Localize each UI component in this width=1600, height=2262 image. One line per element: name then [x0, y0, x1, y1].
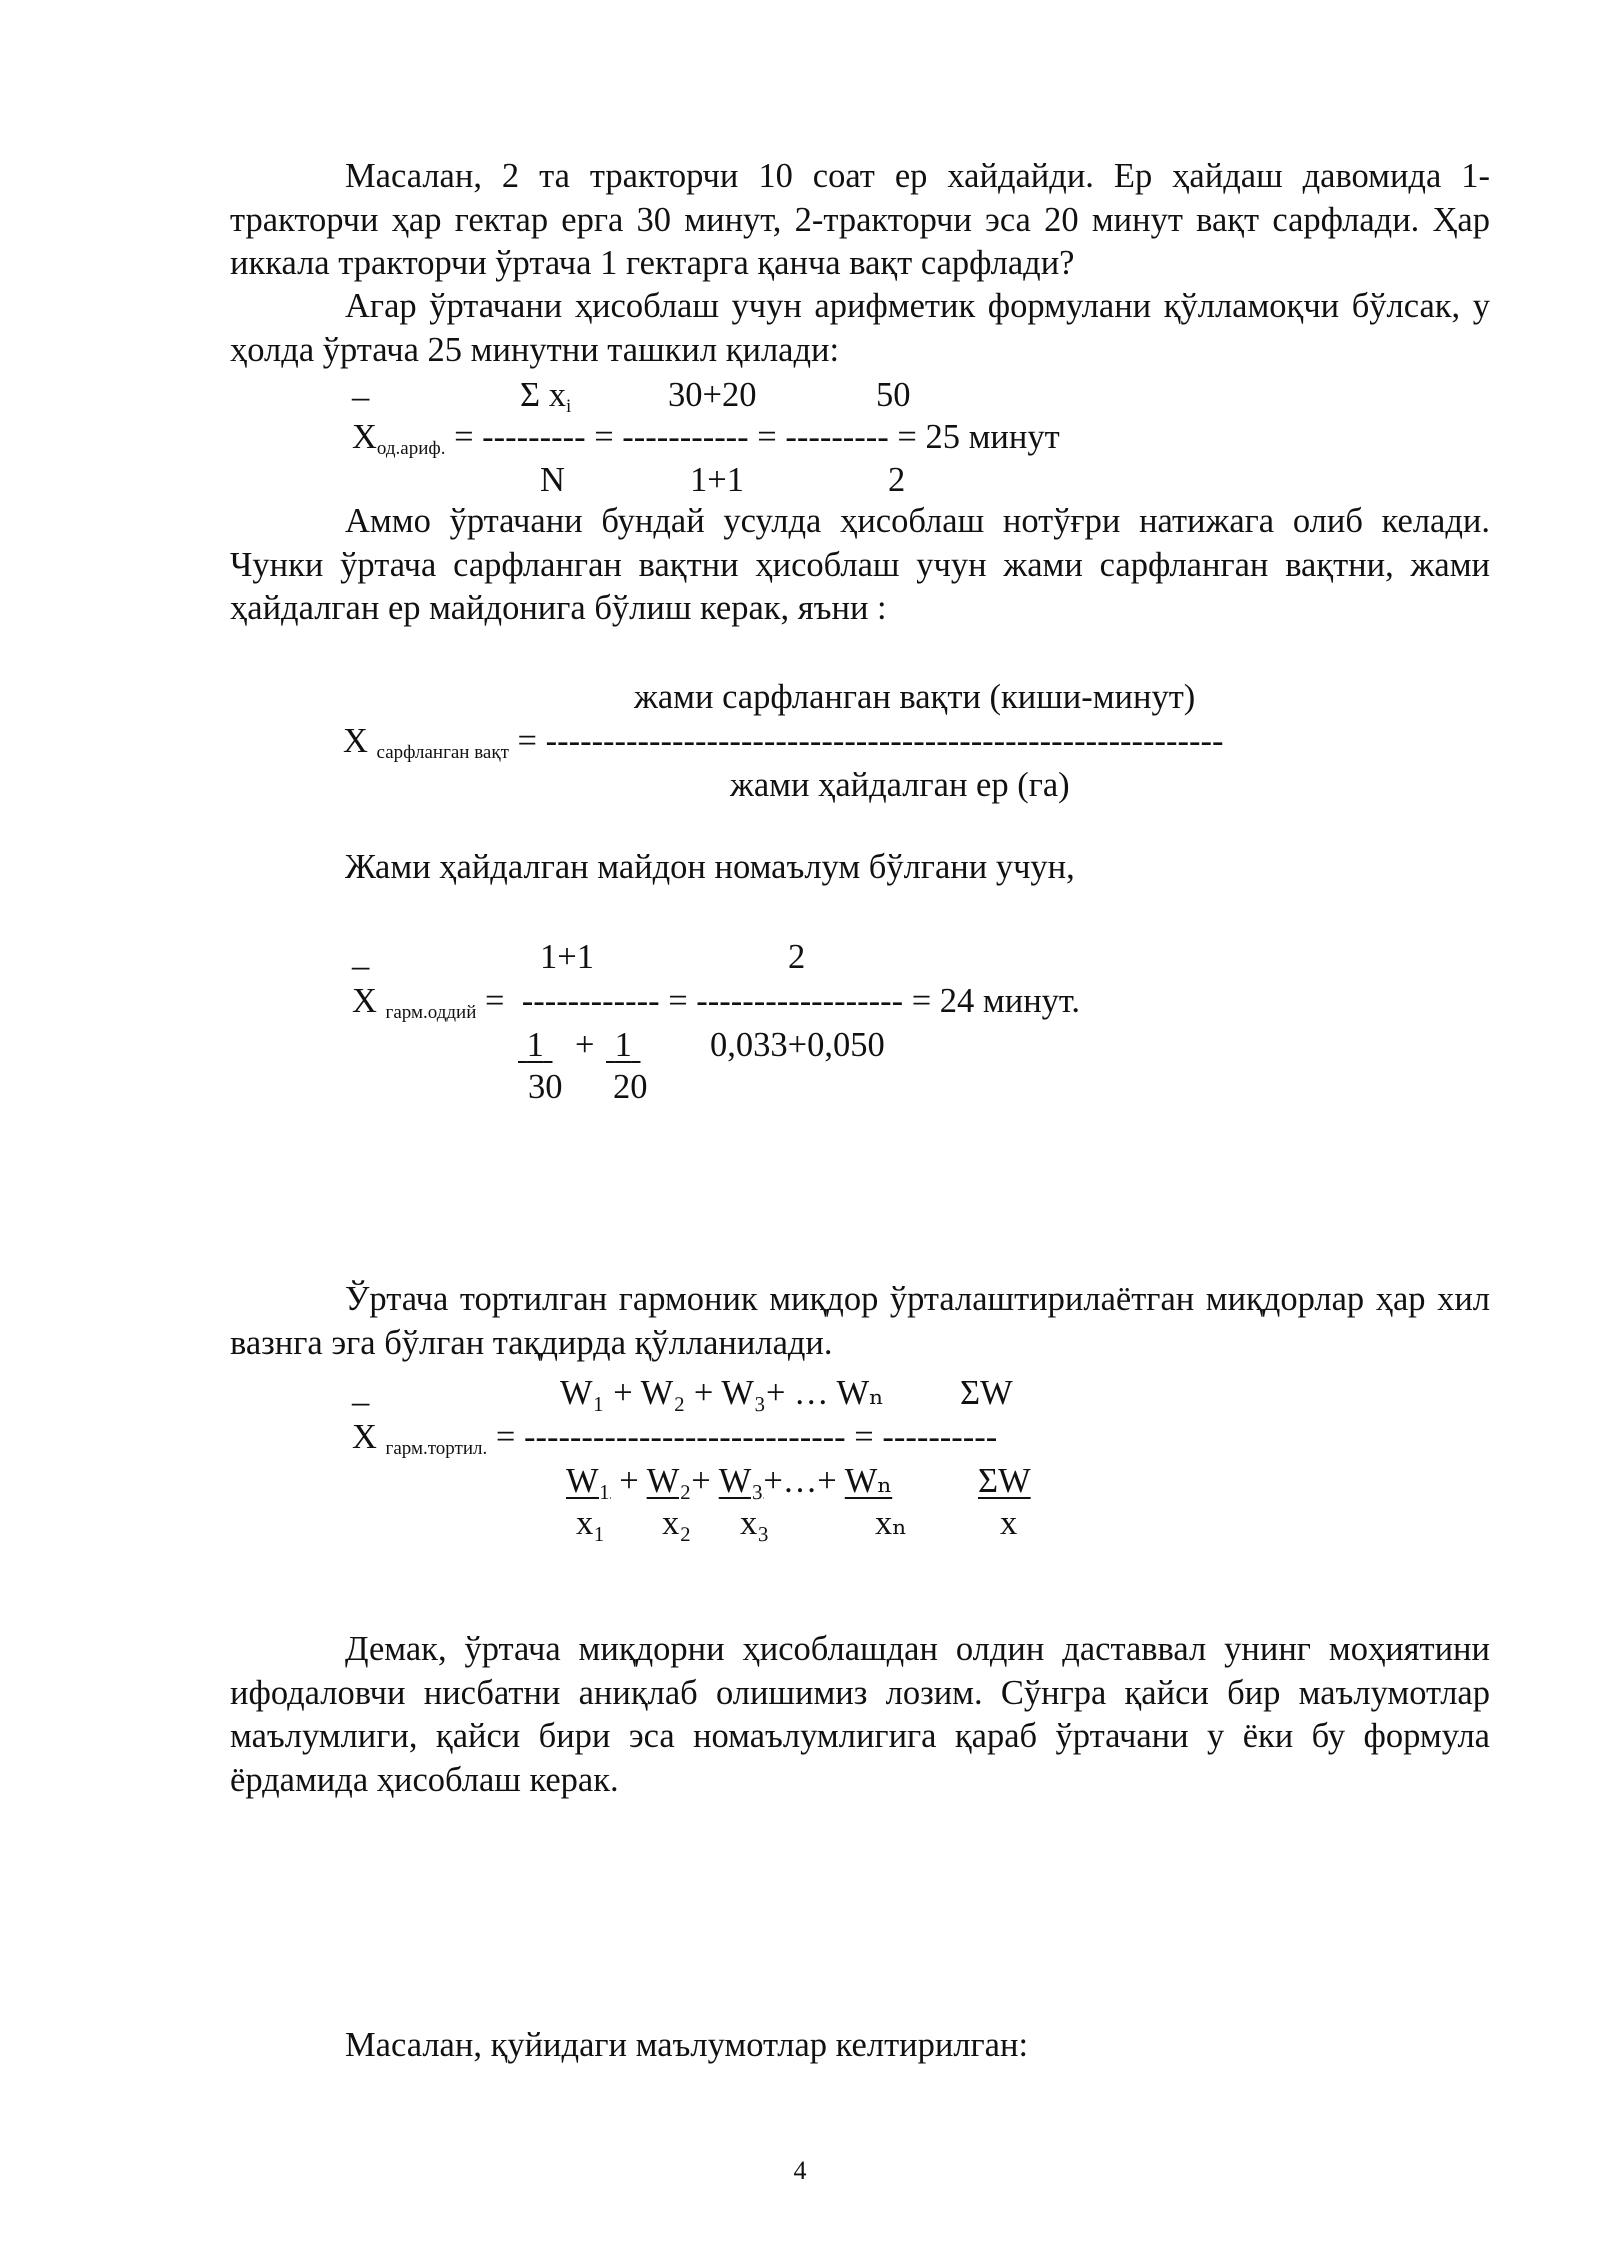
fraction-one-b: 1 — [614, 1026, 632, 1064]
formula-denominator-2: 1+1 — [690, 461, 744, 499]
formula-denominator-2: 0,033+0,050 — [710, 1026, 885, 1064]
paragraph-data-given: Масалан, қуйидаги маълумотлар келтирилган: — [345, 2026, 1029, 2064]
paragraph-arithmetic-mean: Агар ўртачани ҳисоблаш учун арифметик формулани қўлламоқчи бўлсак, у ҳолда ўртача 25 минутни ташкил қилади: — [230, 287, 1490, 369]
mean-bar: _ — [352, 366, 370, 404]
formula-denominator-terms: W₁ + W₂+ W₃+…+ Wₙ — [566, 1462, 893, 1500]
fraction-thirty: 30 — [528, 1068, 563, 1106]
formula-numerator-2: 30+20 — [668, 376, 757, 414]
paragraph-conclusion: Демак, ўртача миқдорни ҳисоблашдан олдин даставвал унинг моҳиятини ифодаловчи нисбатни аниқлаб олишимиз лозим. Сўнгра қайси бир маълумотлар маълумлиги, қайси бири эса номаълумлигига қараб ўртачани у ёки бу формула ёрдамида ҳисоблаш керак. — [230, 1630, 1490, 1799]
page-number: 4 — [793, 2156, 807, 2185]
denominator-x2: x₂ — [662, 1504, 692, 1542]
formula-numerator-text: жами сарфланган вақти (киши-минут) — [634, 678, 1196, 716]
paragraph-example-tractor: Масалан, 2 та тракторчи 10 соат ер хайдайди. Ер ҳайдаш давомида 1-тракторчи ҳар гектар ерга 30 минут, 2-тракторчи эса 20 минут вақт сарфлади. Ҳар иккала тракторчи ўртача 1 гектарга қанча вақт сарфлади? — [230, 157, 1490, 282]
formula-numerator-3: 50 — [876, 376, 911, 414]
fraction-twenty: 20 — [613, 1068, 648, 1106]
denominator-xn: xₙ — [875, 1504, 908, 1542]
denominator-x3: x₃ — [740, 1504, 770, 1542]
denominator-x: x — [1000, 1504, 1018, 1542]
formula-numerator-2: 2 — [788, 938, 806, 976]
mean-bar: _ — [352, 1371, 370, 1409]
formula-main-line: X $_{гарм.оддий}$ = ------------ = ------------------ = 24 минут. — [352, 982, 1081, 1023]
formula-main-line: X $_{гарм.тортил.}$ = ---------------------------- = ---------- — [352, 1418, 998, 1459]
plus-sign: + — [575, 1026, 595, 1064]
formula-denominator-sum-w: ΣW — [978, 1462, 1031, 1500]
mean-bar: _ — [352, 935, 370, 973]
formula-numerator-sum-w: ΣW — [960, 1374, 1013, 1412]
formula-numerator-weights: W₁ + W₂ + W₃+ … Wₙ — [560, 1374, 885, 1412]
paragraph-area-unknown: Жами ҳайдалган майдон номаълум бўлгани учун, — [345, 848, 1075, 886]
formula-numerator-1: 1+1 — [540, 938, 594, 976]
formula-denominator-3: 2 — [888, 461, 906, 499]
formula-denominator-1: N — [540, 461, 565, 499]
fraction-one-a: 1 — [526, 1026, 544, 1064]
paragraph-incorrect-result: Аммо ўртачани бундай усулда ҳисоблаш нотўғри натижага олиб келади. Чунки ўртача сарфланган вақтни ҳисоблаш учун жами сарфланган вақтни, жами ҳайдалган ер майдонига бўлиш керак, яъни : — [230, 502, 1490, 627]
formula-main-line: X $_{сарфланган вақт}$ = ----------------------------------------------------------- — [343, 722, 1224, 763]
formula-main-line: $X_{од.ариф.}$ = --------- = ----------- = --------- = 25 минут — [352, 418, 1060, 459]
denominator-x1: x₁ — [576, 1504, 606, 1542]
formula-numerator-sum: Σ $x_i$ — [520, 376, 572, 417]
formula-denominator-text: жами ҳайдалган ер (га) — [730, 766, 1070, 804]
paragraph-weighted-harmonic: Ўртача тортилган гармоник миқдор ўрталаштирилаётган миқдорлар ҳар хил вазнга эга бўлган тақдирда қўлланилади. — [230, 1280, 1490, 1362]
